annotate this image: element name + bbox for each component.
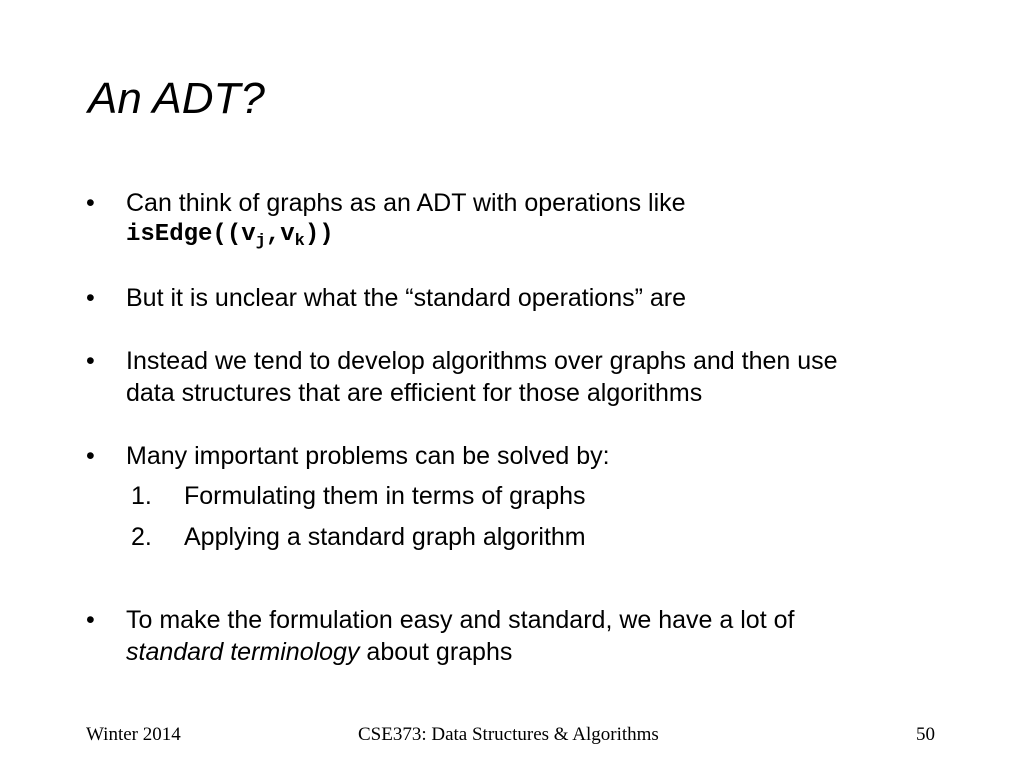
bullet-text: Many important problems can be solved by: (126, 442, 610, 470)
bullet-text-line1: Instead we tend to develop algorithms over graphs and then use (126, 347, 838, 375)
bullet-important-problems (86, 440, 966, 472)
numbered-item-2 (131, 521, 586, 553)
bullet-text-line2: data structures that are efficient for those algorithms (126, 379, 703, 407)
bullet-text: But it is unclear what the “standard operations” are (126, 284, 687, 312)
bullet-marker: • (86, 284, 95, 312)
bullet-marker: • (86, 606, 95, 634)
isedge-code: $isEdge((v_j,v_k))$ (126, 221, 334, 251)
item-number: 2. (131, 523, 152, 551)
bullet-develop-algorithms (86, 345, 966, 409)
bullet-marker: • (86, 442, 95, 470)
item-number: 1. (131, 482, 152, 510)
bullet-text: Can think of graphs as an ADT with operations like (126, 189, 686, 217)
bullet-standard-operations (86, 282, 966, 314)
bullet-standard-terminology (86, 604, 966, 668)
item-text: Formulating them in terms of graphs (184, 482, 586, 510)
numbered-item-1 (131, 480, 586, 512)
bullet-text-line2 (126, 636, 966, 668)
footer-course: CSE373: Data Structures & Algorithms (358, 724, 659, 745)
slide-number: 50 (916, 724, 935, 745)
bullet-text-rest: about graphs (366, 638, 513, 666)
item-text: Applying a standard graph algorithm (184, 523, 586, 551)
bullet-marker: • (86, 347, 95, 375)
slide-title: An ADT? (88, 74, 265, 123)
emphasized-term: standard terminology (126, 638, 360, 666)
bullet-marker: • (86, 189, 95, 217)
bullet-text-line1: To make the formulation easy and standard, we have a lot of (126, 606, 795, 634)
bullet-adt-operations (86, 187, 966, 251)
footer-term: Winter 2014 (86, 724, 181, 745)
